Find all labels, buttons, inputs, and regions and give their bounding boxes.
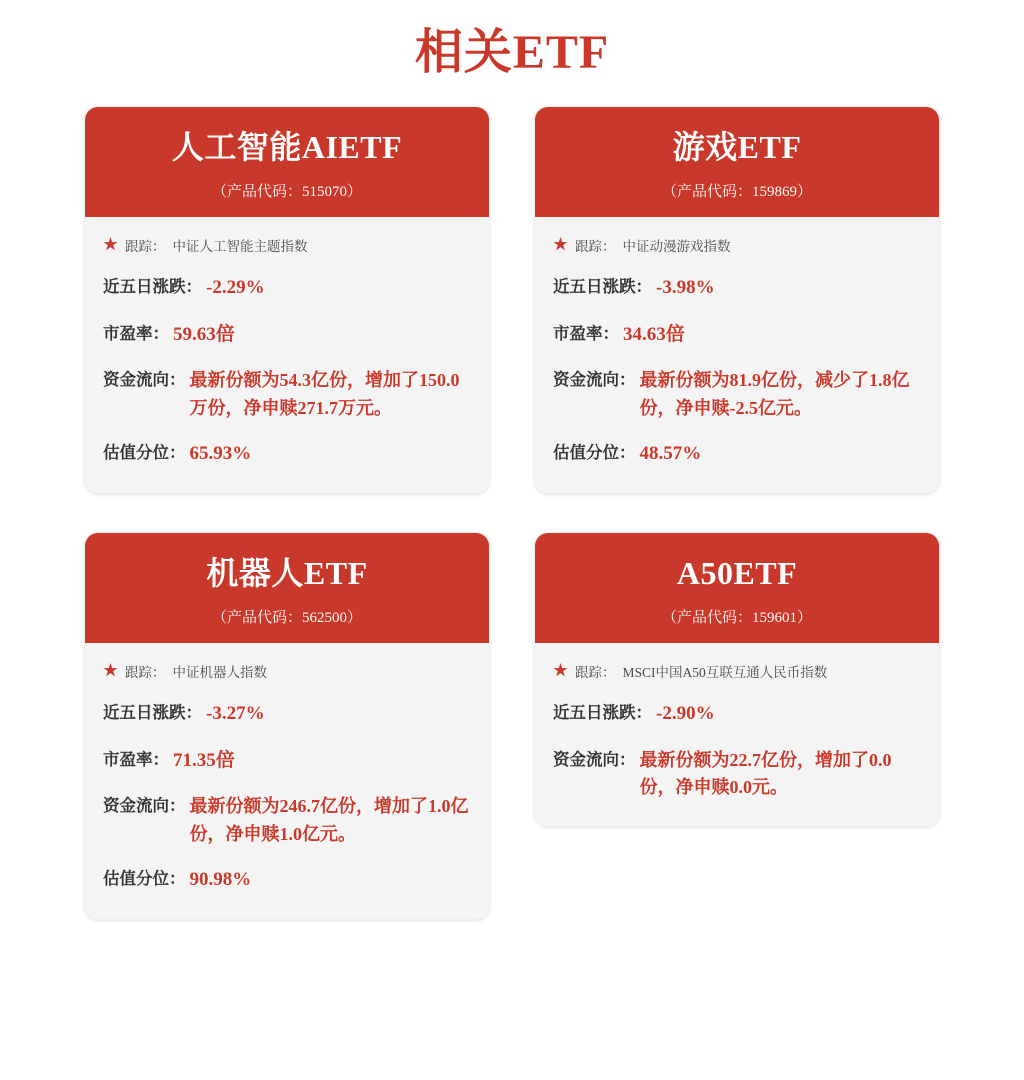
fund-flow-value: 最新份额为22.7亿份，增加了0.0份，净申赎0.0元。 — [639, 749, 892, 798]
change-5d-row — [103, 691, 471, 738]
pe-ratio-value: 71.35倍 — [173, 749, 235, 771]
pe-ratio-row — [103, 312, 471, 359]
change-5d-value: -3.27% — [206, 703, 265, 725]
etf-card[interactable] — [84, 532, 490, 920]
tracking-index-row — [103, 231, 471, 265]
etf-card-body — [85, 217, 489, 493]
star-icon: ★ — [103, 236, 119, 253]
change-5d-label: 近五日涨跌： — [103, 703, 202, 723]
change-5d-label: 近五日涨跌： — [553, 703, 652, 723]
code-value: 159601 — [752, 610, 797, 627]
valuation-percentile-label: 估值分位： — [103, 868, 186, 888]
etf-card-body — [535, 217, 939, 493]
fund-flow-value: 最新份额为54.3亿份，增加了150.0万份，净申赎271.7万元。 — [189, 370, 460, 418]
tracking-index-label: 跟踪： — [575, 665, 616, 681]
fund-flow-label: 资金流向： — [553, 370, 636, 390]
code-prefix: （产品代码： — [211, 610, 302, 627]
change-5d-value: -2.90% — [656, 703, 715, 725]
etf-card-header — [535, 533, 939, 643]
etf-card-header — [85, 107, 489, 217]
etf-card[interactable] — [84, 106, 490, 494]
etf-card-body — [535, 643, 939, 826]
change-5d-row — [553, 265, 921, 312]
change-5d-value: -3.98% — [656, 277, 715, 299]
fund-flow-value: 最新份额为81.9亿份，减少了1.8亿份，净申赎-2.5亿元。 — [639, 370, 910, 418]
valuation-percentile-label: 估值分位： — [103, 442, 186, 462]
etf-name: 机器人ETF — [206, 555, 368, 592]
valuation-percentile-row — [103, 857, 471, 904]
tracking-index-value: 中证动漫游戏指数 — [622, 239, 731, 255]
tracking-index-value: MSCI中国A50互联互通人民币指数 — [622, 665, 828, 681]
star-icon: ★ — [553, 662, 569, 679]
code-prefix: （产品代码： — [661, 610, 752, 627]
star-icon: ★ — [103, 662, 119, 679]
etf-code — [547, 606, 927, 627]
pe-ratio-label: 市盈率： — [553, 323, 619, 343]
etf-card-grid — [0, 94, 1024, 950]
code-suffix: ） — [797, 184, 813, 201]
valuation-percentile-value: 48.57% — [639, 442, 702, 464]
tracking-index-label: 跟踪： — [125, 239, 166, 255]
pe-ratio-value: 34.63倍 — [623, 323, 685, 345]
fund-flow-label: 资金流向： — [553, 749, 636, 769]
pe-ratio-row — [103, 738, 471, 785]
code-prefix: （产品代码： — [211, 184, 302, 201]
tracking-index-value: 中证人工智能主题指数 — [172, 239, 308, 255]
change-5d-label: 近五日涨跌： — [553, 277, 652, 297]
tracking-index-label: 跟踪： — [125, 665, 166, 681]
code-suffix: ） — [797, 610, 813, 627]
code-value: 159869 — [752, 184, 797, 201]
etf-code — [97, 606, 477, 627]
code-value: 515070 — [302, 184, 347, 201]
etf-name: 游戏ETF — [672, 129, 802, 166]
tracking-index-value: 中证机器人指数 — [172, 665, 268, 681]
fund-flow-value: 最新份额为246.7亿份，增加了1.0亿份，净申赎1.0亿元。 — [189, 796, 469, 844]
pe-ratio-value: 59.63倍 — [173, 323, 235, 345]
valuation-percentile-value: 65.93% — [189, 442, 252, 464]
etf-card-header — [85, 533, 489, 643]
fund-flow-row — [553, 738, 921, 811]
etf-card[interactable] — [534, 532, 940, 827]
star-icon: ★ — [553, 236, 569, 253]
fund-flow-label: 资金流向： — [103, 370, 186, 390]
code-prefix: （产品代码： — [661, 184, 752, 201]
valuation-percentile-value: 90.98% — [189, 868, 252, 890]
valuation-percentile-label: 估值分位： — [553, 442, 636, 462]
change-5d-row — [553, 691, 921, 738]
fund-flow-row — [553, 358, 921, 431]
etf-card-header — [535, 107, 939, 217]
change-5d-value: -2.29% — [206, 277, 265, 299]
change-5d-row — [103, 265, 471, 312]
etf-code — [547, 180, 927, 201]
etf-card[interactable] — [534, 106, 940, 494]
tracking-index-row — [553, 231, 921, 265]
code-suffix: ） — [347, 610, 363, 627]
valuation-percentile-row — [553, 431, 921, 478]
fund-flow-label: 资金流向： — [103, 796, 186, 816]
pe-ratio-row — [553, 312, 921, 359]
fund-flow-row — [103, 784, 471, 857]
page-title: 相关ETF — [414, 26, 610, 79]
etf-code — [97, 180, 477, 201]
etf-name: A50ETF — [676, 555, 798, 592]
etf-name: 人工智能AIETF — [171, 129, 403, 166]
tracking-index-row — [103, 657, 471, 691]
code-suffix: ） — [347, 184, 363, 201]
change-5d-label: 近五日涨跌： — [103, 277, 202, 297]
fund-flow-row — [103, 358, 471, 431]
code-value: 562500 — [302, 610, 347, 627]
pe-ratio-label: 市盈率： — [103, 323, 169, 343]
etf-card-body — [85, 643, 489, 919]
pe-ratio-label: 市盈率： — [103, 749, 169, 769]
valuation-percentile-row — [103, 431, 471, 478]
tracking-index-row — [553, 657, 921, 691]
tracking-index-label: 跟踪： — [575, 239, 616, 255]
